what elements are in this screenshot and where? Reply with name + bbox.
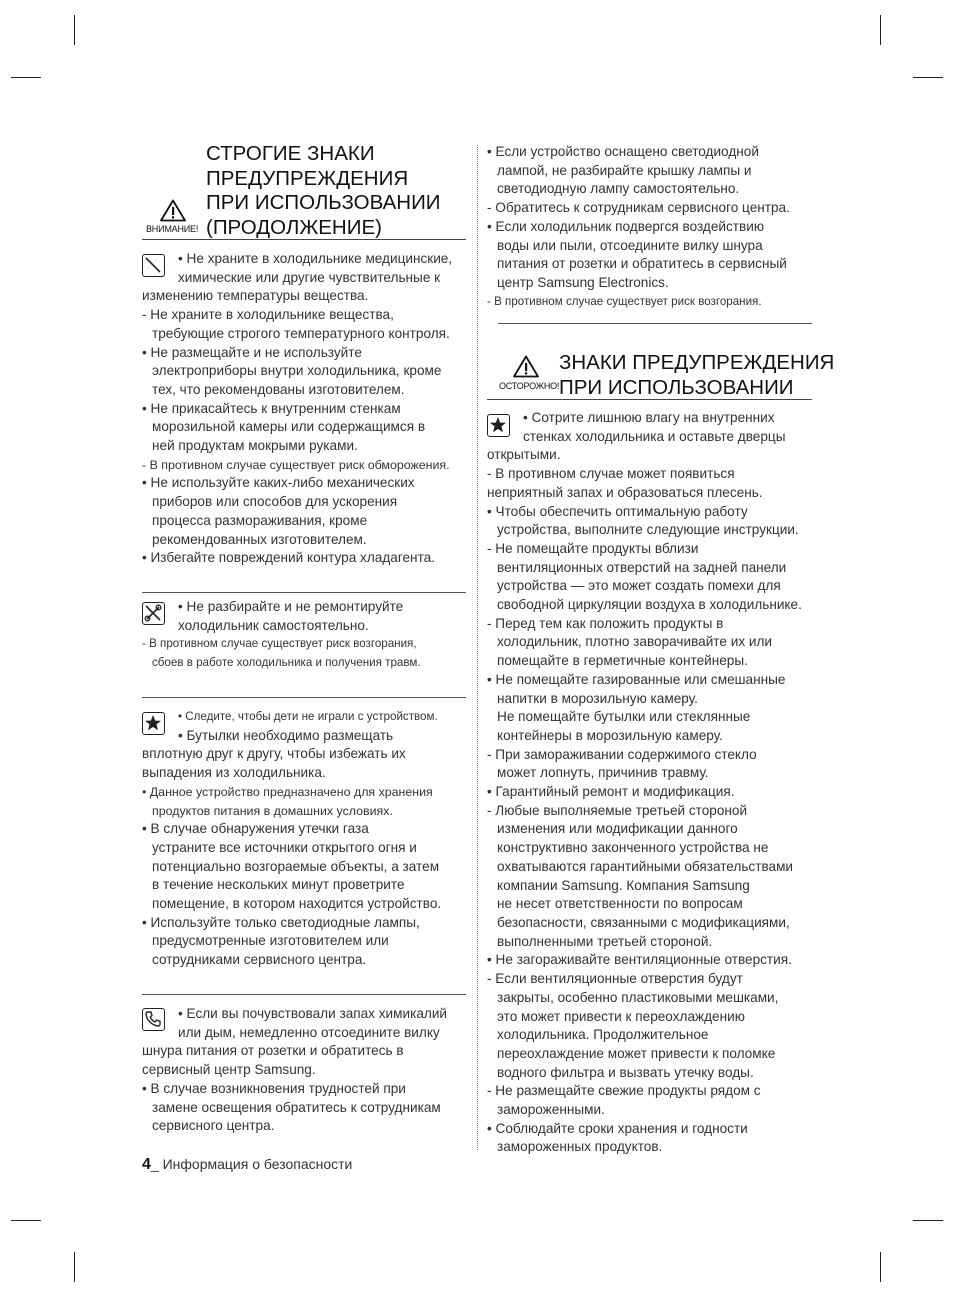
- text-line: • Не загораживайте вентиляционные отверстия.: [487, 952, 792, 968]
- text-line: • Если вы почувствовали запах химикалий: [178, 1006, 448, 1021]
- title-line: СТРОГИЕ ЗНАКИ: [206, 142, 375, 165]
- text-line: • Не разбирайте и не ремонтируйте: [178, 599, 404, 614]
- divider: [142, 994, 466, 995]
- text-line: • Следите, чтобы дети не играли с устройством.: [178, 710, 438, 723]
- left-block-3: [142, 708, 441, 970]
- crop-mark: [74, 15, 75, 45]
- text-line: • Избегайте повреждений контура хладагента.: [142, 550, 435, 566]
- caution-triangle-icon: [513, 355, 539, 378]
- text-line: холодильник самостоятельно.: [178, 617, 369, 633]
- right-block-1: [487, 409, 802, 1157]
- text-line: - Не храните в холодильнике вещества,: [142, 307, 394, 323]
- text-line: сервисного центра.: [152, 1118, 275, 1134]
- text-line: вентиляционных отверстий на задней панели: [497, 559, 787, 575]
- crop-mark: [11, 77, 41, 78]
- text-line: конструктивно законченного устройства не: [497, 840, 769, 856]
- title-line: ЗНАКИ ПРЕДУПРЕЖДЕНИЯ: [559, 351, 835, 374]
- text-line: светодиодную лампу самостоятельно.: [497, 181, 740, 197]
- text-line: воды или пыли, отсоедините вилку шнура: [497, 237, 763, 253]
- text-line: - Если вентиляционные отверстия будут: [487, 971, 743, 987]
- text-line: холодильника. Продолжительное: [497, 1027, 709, 1043]
- text-line: • Не храните в холодильнике медицинские,: [178, 251, 453, 266]
- text-line: выполненными третьей стороной.: [497, 933, 713, 949]
- text-line: открытыми.: [487, 447, 561, 463]
- text-line: электроприборы внутри холодильника, кроме: [152, 363, 442, 379]
- text-line: или дым, немедленно отсоедините вилку: [178, 1024, 440, 1040]
- warning-label: ВНИМАНИЕ!: [146, 224, 199, 234]
- text-line: не несет ответственности по вопросам: [497, 896, 743, 912]
- text-line: устройства, выполните следующие инструкции.: [497, 522, 799, 538]
- text-line: замороженными.: [497, 1102, 605, 1118]
- text-line: помещайте в герметичные контейнеры.: [497, 653, 748, 669]
- text-line: • Не помещайте газированные или смешанные: [487, 671, 786, 687]
- crop-mark: [880, 1252, 881, 1282]
- text-line: Не помещайте бутылки или стеклянные: [497, 709, 751, 725]
- text-line: помещение, в котором находится устройство.: [152, 896, 442, 912]
- right-block-0: [487, 143, 790, 311]
- text-line: сотрудниками сервисного центра.: [152, 952, 367, 968]
- text-line: в течение нескольких минут проветрите: [152, 877, 405, 893]
- text-line: • Данное устройство предназначено для хранения: [142, 784, 433, 799]
- title-line: (ПРОДОЛЖЕНИЕ): [206, 215, 382, 239]
- text-line: • В случае обнаружения утечки газа: [142, 821, 369, 837]
- text-line: • Не прикасайтесь к внутренним стенкам: [142, 400, 401, 416]
- text-line: лампой, не разбирайте крышку лампы и: [497, 162, 752, 178]
- text-line: продуктов питания в домашних условиях.: [152, 803, 393, 818]
- crop-mark: [913, 77, 943, 78]
- text-line: безопасности, связанными с модификациями,: [497, 914, 790, 930]
- text-line: • Чтобы обеспечить оптимальную работу: [487, 503, 748, 519]
- text-line: изменению температуры вещества.: [142, 288, 369, 304]
- text-line: вплотную друг к другу, чтобы избежать их: [142, 746, 406, 762]
- text-line: - Не помещайте продукты вблизи: [487, 540, 699, 556]
- text-line: предусмотренные изготовителем или: [152, 933, 389, 949]
- warning-triangle-icon: [160, 199, 186, 222]
- text-line: химические или другие чувствительные к: [178, 269, 441, 285]
- heading-rule: [487, 399, 812, 400]
- text-line: переохлаждение может привести к поломке: [497, 1045, 776, 1061]
- text-line: тех, что рекомендованы изготовителем.: [152, 381, 405, 397]
- text-line: требующие строгого температурного контроля.: [152, 325, 450, 341]
- text-line: • Не размещайте и не используйте: [142, 344, 362, 360]
- text-line: • Сотрите лишнюю влагу на внутренних: [523, 410, 775, 425]
- text-line: устройства — это может создать помехи для: [497, 578, 781, 594]
- text-line: центр Samsung Electronics.: [497, 274, 669, 290]
- text-line: охватываются гарантийными обязательствами: [497, 858, 794, 874]
- text-line: - В противном случае может появиться: [487, 466, 735, 482]
- heading-rule: [142, 239, 466, 240]
- text-line: • Если холодильник подвергся воздействию: [487, 218, 765, 234]
- page-footer: [142, 1156, 352, 1174]
- text-line: • Соблюдайте сроки хранения и годности: [487, 1120, 748, 1136]
- footer-label: Информация о безопасности: [158, 1156, 353, 1172]
- text-line: • Если устройство оснащено светодиодной: [487, 144, 759, 159]
- text-line: ней продуктам мокрыми руками.: [152, 438, 358, 454]
- text-line: - Обратитесь к сотрудникам сервисного центра.: [487, 200, 790, 216]
- text-line: неприятный запах и образоваться плесень.: [487, 484, 763, 500]
- text-line: • Гарантийный ремонт и модификация.: [487, 784, 735, 800]
- left-block-4: [142, 1005, 447, 1136]
- text-line: - В противном случае существует риск возгорания,: [142, 637, 417, 651]
- text-line: замороженных продуктов.: [497, 1139, 663, 1155]
- text-line: холодильник, плотно заворачивайте их или: [497, 634, 773, 650]
- text-line: контейнеры в морозильную камеру.: [497, 727, 723, 743]
- text-line: сбоев в работе холодильника и получения травм.: [152, 656, 421, 670]
- divider: [498, 323, 812, 324]
- text-line: - Перед тем как положить продукты в: [487, 615, 724, 631]
- text-line: • Бутылки необходимо размещать: [178, 727, 394, 743]
- text-line: водного фильтра и вызвать утечку воды.: [497, 1064, 754, 1080]
- text-line: замене освещения обратитесь к сотрудникам: [152, 1099, 441, 1115]
- crop-mark: [11, 1220, 41, 1221]
- crop-mark: [74, 1252, 75, 1282]
- text-line: шнура питания от розетки и обратитесь в: [142, 1043, 404, 1059]
- text-line: - В противном случае существует риск возгорания.: [487, 294, 762, 308]
- text-line: это может привести к переохлаждению: [497, 1008, 745, 1024]
- text-line: потенциально возгораемые объекты, а затем: [152, 858, 440, 874]
- caution-label: ОСТОРОЖНО!: [499, 381, 560, 391]
- text-line: - В противном случае существует риск обморожения.: [142, 457, 450, 472]
- divider: [142, 697, 466, 698]
- text-line: выпадения из холодильника.: [142, 765, 326, 781]
- text-line: изменения или модификации данного: [497, 821, 738, 837]
- text-line: морозильной камеры или содержащимся в: [152, 419, 426, 435]
- crop-mark: [913, 1220, 943, 1221]
- crop-mark: [880, 15, 881, 45]
- text-line: рекомендованных изготовителем.: [152, 531, 367, 547]
- text-line: компании Samsung. Компания Samsung: [497, 877, 750, 893]
- text-line: питания от розетки и обратитесь в сервисный: [497, 256, 787, 272]
- divider: [142, 592, 466, 593]
- page-title: [206, 142, 441, 240]
- text-line: устраните все источники открытого огня и: [152, 839, 417, 855]
- text-line: • Используйте только светодиодные лампы,: [142, 914, 420, 930]
- text-line: • В случае возникновения трудностей при: [142, 1080, 406, 1096]
- text-line: закрыты, особенно пластиковыми мешками,: [497, 989, 779, 1005]
- text-line: • Не используйте каких-либо механических: [142, 475, 415, 491]
- text-line: - Не размещайте свежие продукты рядом с: [487, 1083, 761, 1099]
- column-divider: [477, 145, 479, 1150]
- left-block-1: [142, 250, 452, 568]
- section-title: [559, 351, 834, 400]
- text-line: может лопнуть, причинив травму.: [497, 765, 709, 781]
- title-line: ПРИ ИСПОЛЬЗОВАНИИ: [206, 191, 441, 214]
- text-line: стенках холодильника и оставьте дверцы: [523, 428, 786, 444]
- text-line: свободной циркуляции воздуха в холодильнике.: [497, 597, 802, 613]
- text-line: напитки в морозильную камеру.: [497, 690, 698, 706]
- text-line: - При замораживании содержимого стекло: [487, 746, 757, 762]
- text-line: процесса размораживания, кроме: [152, 512, 368, 528]
- left-block-2: [142, 598, 421, 673]
- text-line: - Любые выполняемые третьей стороной: [487, 802, 748, 818]
- text-line: приборов или способов для ускорения: [152, 494, 398, 510]
- text-line: сервисный центр Samsung.: [142, 1062, 316, 1078]
- title-line: ПРЕДУПРЕЖДЕНИЯ: [206, 166, 409, 190]
- title-line: ПРИ ИСПОЛЬЗОВАНИИ: [559, 375, 794, 399]
- page-number: 4: [142, 1156, 151, 1173]
- footer-separator: _: [150, 1156, 159, 1172]
